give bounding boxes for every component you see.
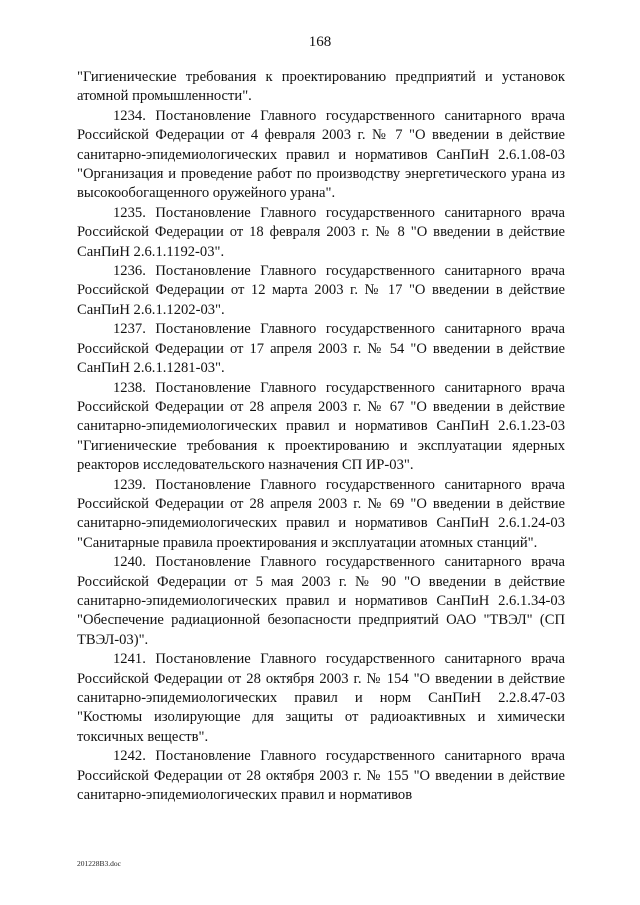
paragraph-item-1237: 1237. Постановление Главного государственного санитарного врача Российской Федерации от 17 апреля 2003 г. № 54 "О введении в действие СанПиН 2.6.1.1281-03". — [77, 321, 565, 377]
paragraph-item-1238: 1238. Постановление Главного государственного санитарного врача Российской Федерации от 28 апреля 2003 г. № 67 "О введении в действие санитарно-эпидемиологических правил и нормативов СанПиН 2.6.1.23-03 "Гигиенические требования к проектированию и эксплуатации ядерных реакторов исследовательского назначения СП ИР-03". — [77, 379, 565, 474]
footer-filename: 201228В3.doc — [77, 859, 121, 868]
paragraph-item-1240: 1240. Постановление Главного государственного санитарного врача Российской Федерации от 5 мая 2003 г. № 90 "О введении в действие санитарно-эпидемиологических правил и нормативов СанПиН 2.6.1.34-03 "Обеспечение радиационной безопасности предприятий ОАО "ТВЭЛ" (СП ТВЭЛ-03)". — [77, 554, 565, 648]
paragraph-item-1235: 1235. Постановление Главного государственного санитарного врача Российской Федерации от 18 февраля 2003 г. № 8 "О введении в действие СанПиН 2.6.1.1192-03". — [77, 204, 565, 260]
paragraph-item-1236: 1236. Постановление Главного государственного санитарного врача Российской Федерации от 12 марта 2003 г. № 17 "О введении в действие СанПиН 2.6.1.1202-03". — [77, 263, 565, 318]
document-body — [77, 68, 565, 805]
paragraph-continuation: "Гигиенические требования к проектированию предприятий и установок атомной промышленности". — [77, 69, 565, 105]
paragraph-item-1234: 1234. Постановление Главного государственного санитарного врача Российской Федерации от 4 февраля 2003 г. № 7 "О введении в действие санитарно-эпидемиологических правил и нормативов СанПиН 2.6.1.08-03 "Организация и проведение работ по производству энергетического урана из высокообогащенного оружейного урана". — [77, 107, 565, 202]
page-number: 168 — [308, 34, 332, 50]
paragraph-item-1241: 1241. Постановление Главного государственного санитарного врача Российской Федерации от 28 октября 2003 г. № 154 "О введении в действие санитарно-эпидемиологических правил и норм СанПиН 2.2.8.47-03 "Костюмы изолирующие для защиты от радиоактивных и химически токсичных веществ". — [77, 651, 565, 745]
paragraph-item-1242: 1242. Постановление Главного государственного санитарного врача Российской Федерации от 28 октября 2003 г. № 155 "О введении в действие санитарно-эпидемиологических правил и нормативов — [77, 748, 565, 804]
paragraph-item-1239: 1239. Постановление Главного государственного санитарного врача Российской Федерации от 28 апреля 2003 г. № 69 "О введении в действие санитарно-эпидемиологических правил и нормативов СанПиН 2.6.1.24-03 "Санитарные правила проектирования и эксплуатации атомных станций". — [77, 476, 565, 551]
